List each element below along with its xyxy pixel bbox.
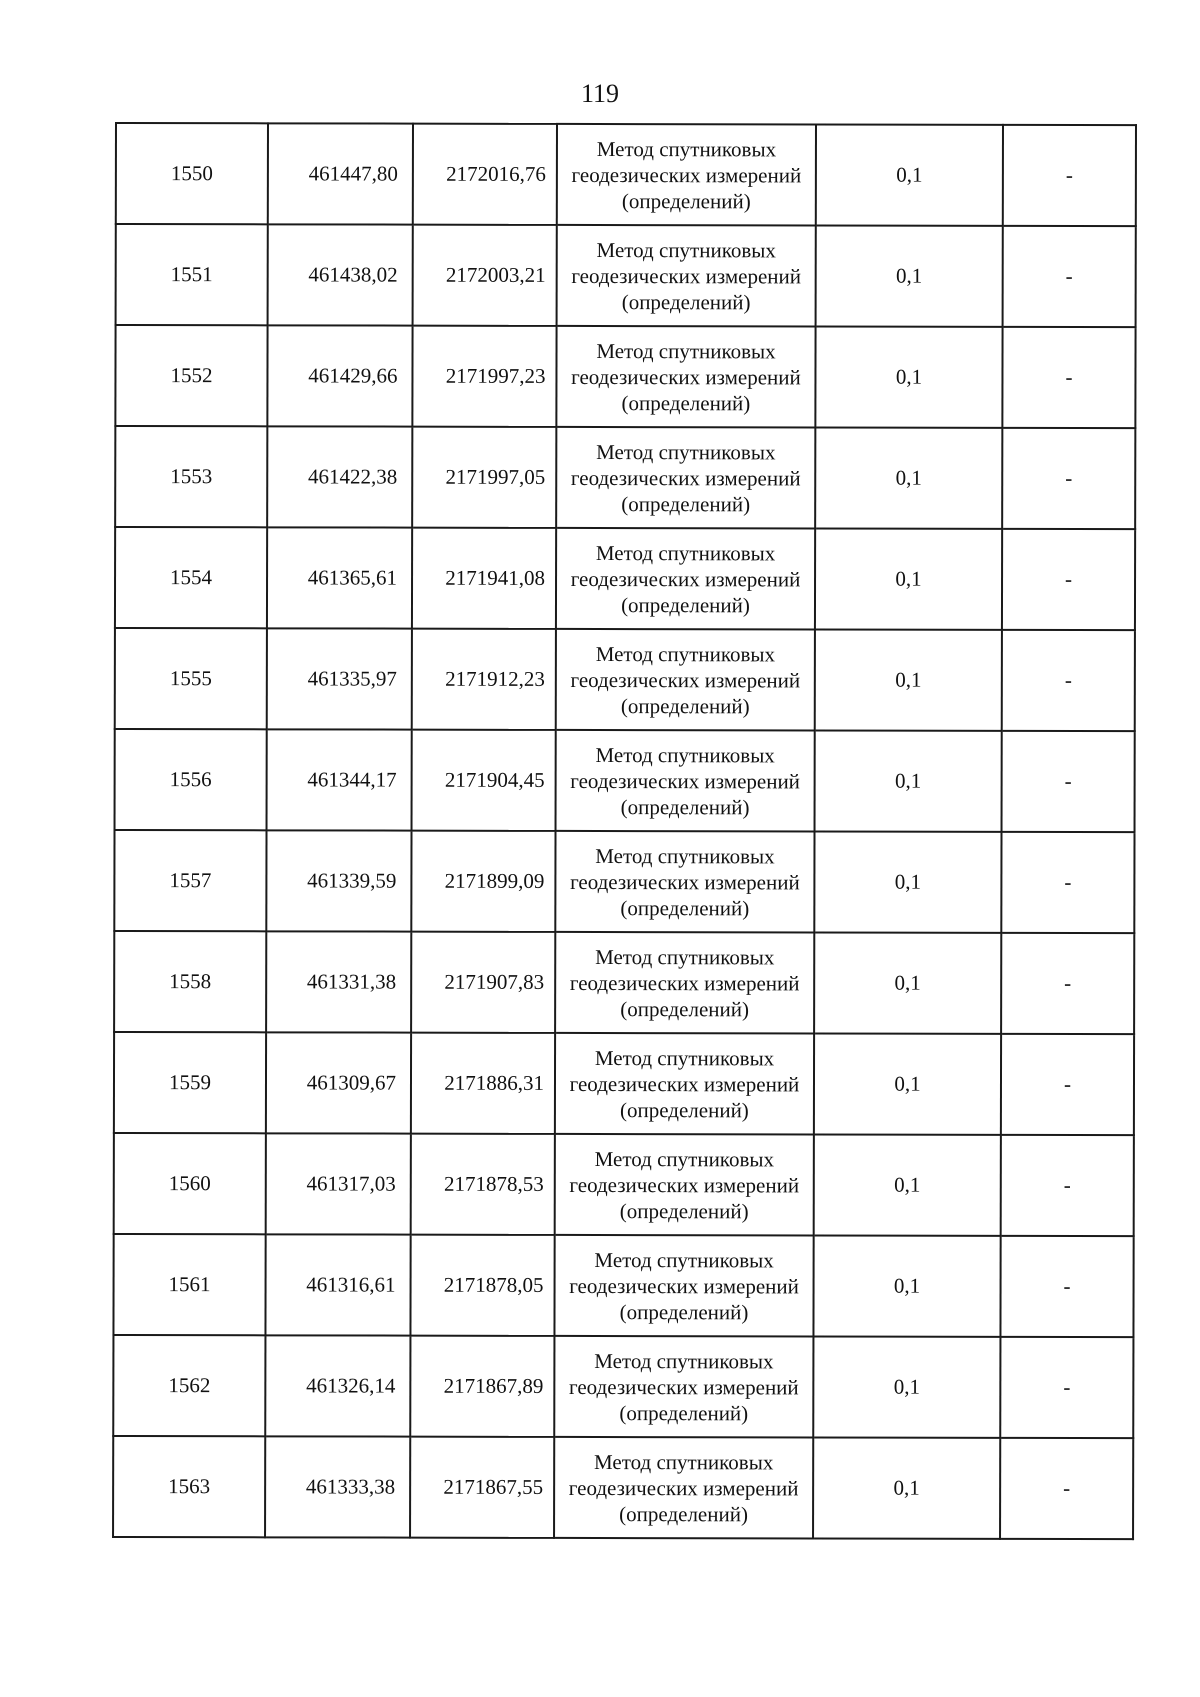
y-coordinate-cell: 2172003,21 xyxy=(413,225,557,326)
method-cell xyxy=(554,1437,813,1539)
method-line: Метод спутниковых xyxy=(595,843,775,868)
x-coordinate-cell: 461339,59 xyxy=(266,830,411,931)
method-line: Метод спутниковых xyxy=(594,1348,774,1373)
accuracy-cell: 0,1 xyxy=(816,124,1003,225)
method-cell xyxy=(556,326,815,428)
method-line: геодезических измерений xyxy=(568,1475,799,1500)
method-line: геодезических измерений xyxy=(570,869,800,894)
table-row xyxy=(113,1335,1133,1438)
y-coordinate-cell: 2171912,23 xyxy=(412,629,556,730)
method-line: (определений) xyxy=(619,1501,749,1526)
method-line: (определений) xyxy=(621,390,751,415)
accuracy-cell: 0,1 xyxy=(815,326,1002,427)
point-number-cell: 1562 xyxy=(113,1335,265,1436)
method-line: геодезических измерений xyxy=(568,1374,799,1399)
method-cell xyxy=(557,225,816,327)
point-number-cell: 1551 xyxy=(116,224,268,325)
description-cell: - xyxy=(1002,630,1135,731)
method-cell xyxy=(555,1134,814,1236)
x-coordinate-cell: 461333,38 xyxy=(265,1436,410,1537)
table-row xyxy=(115,426,1135,529)
y-coordinate-cell: 2171878,05 xyxy=(410,1235,554,1336)
method-line: Метод спутниковых xyxy=(594,1045,775,1070)
y-coordinate-cell: 2171886,31 xyxy=(411,1033,555,1134)
method-cell xyxy=(555,831,814,933)
table-row xyxy=(114,1133,1134,1236)
y-coordinate-cell: 2171899,09 xyxy=(411,831,555,932)
method-line: геодезических измерений xyxy=(571,162,802,187)
method-line: геодезических измерений xyxy=(570,768,800,793)
point-number-cell: 1557 xyxy=(114,830,266,931)
method-line: Метод спутниковых xyxy=(596,237,776,262)
point-number-cell: 1552 xyxy=(115,325,267,426)
table-row xyxy=(115,628,1135,731)
description-cell: - xyxy=(1000,1236,1133,1337)
method-line: (определений) xyxy=(619,1198,749,1223)
accuracy-cell: 0,1 xyxy=(814,1134,1001,1235)
description-cell: - xyxy=(1002,428,1135,529)
page-number: 119 xyxy=(580,79,620,108)
method-cell xyxy=(554,1235,813,1337)
x-coordinate-cell: 461429,66 xyxy=(267,325,412,426)
method-cell xyxy=(556,427,815,529)
description-cell: - xyxy=(1001,832,1134,933)
method-cell xyxy=(554,1336,813,1438)
method-line: (определений) xyxy=(620,693,750,718)
description-cell: - xyxy=(1001,933,1134,1034)
y-coordinate-cell: 2171867,55 xyxy=(410,1437,554,1538)
point-number-cell: 1560 xyxy=(114,1133,266,1234)
table-row xyxy=(114,1032,1134,1135)
method-line: Метод спутниковых xyxy=(595,540,776,565)
method-cell xyxy=(556,629,815,731)
description-cell: - xyxy=(1000,1438,1133,1539)
method-line: геодезических измерений xyxy=(570,465,801,490)
coordinates-table xyxy=(112,122,1137,1540)
accuracy-cell: 0,1 xyxy=(815,730,1002,831)
table-row xyxy=(113,1436,1133,1539)
x-coordinate-cell: 461316,61 xyxy=(265,1234,410,1335)
table-row xyxy=(114,830,1134,933)
x-coordinate-cell: 461422,38 xyxy=(267,426,412,527)
accuracy-cell: 0,1 xyxy=(814,1033,1001,1134)
accuracy-cell: 0,1 xyxy=(813,1235,1000,1336)
method-line: (определений) xyxy=(621,592,750,617)
method-cell xyxy=(555,932,814,1034)
method-line: геодезических измерений xyxy=(571,364,801,389)
point-number-cell: 1555 xyxy=(115,628,267,729)
method-line: геодезических измерений xyxy=(569,1071,800,1096)
x-coordinate-cell: 461309,67 xyxy=(266,1032,411,1133)
x-coordinate-cell: 461331,38 xyxy=(266,931,411,1032)
accuracy-cell: 0,1 xyxy=(815,528,1002,629)
y-coordinate-cell: 2171997,23 xyxy=(412,326,556,427)
method-cell xyxy=(555,1033,814,1135)
x-coordinate-cell: 461335,97 xyxy=(267,628,412,729)
table-row xyxy=(115,729,1135,832)
x-coordinate-cell: 461365,61 xyxy=(267,527,412,628)
description-cell: - xyxy=(1001,1135,1134,1236)
method-line: геодезических измерений xyxy=(570,667,801,692)
description-cell: - xyxy=(1003,226,1136,327)
x-coordinate-cell: 461344,17 xyxy=(267,729,412,830)
method-line: геодезических измерений xyxy=(569,1172,800,1197)
accuracy-cell: 0,1 xyxy=(815,427,1002,528)
method-line: (определений) xyxy=(621,188,751,213)
description-cell: - xyxy=(1002,327,1135,428)
method-line: геодезических измерений xyxy=(570,566,801,591)
method-line: Метод спутниковых xyxy=(595,641,776,666)
method-line: (определений) xyxy=(620,794,750,819)
method-line: Метод спутниковых xyxy=(596,136,777,161)
method-line: (определений) xyxy=(620,996,750,1021)
table-row xyxy=(115,527,1135,630)
y-coordinate-cell: 2171941,08 xyxy=(412,528,556,629)
x-coordinate-cell: 461326,14 xyxy=(265,1335,410,1436)
y-coordinate-cell: 2171904,45 xyxy=(412,730,556,831)
method-cell xyxy=(557,124,816,226)
x-coordinate-cell: 461317,03 xyxy=(266,1133,411,1234)
point-number-cell: 1558 xyxy=(114,931,266,1032)
point-number-cell: 1550 xyxy=(116,123,268,224)
method-line: Метод спутниковых xyxy=(593,1449,774,1474)
method-line: Метод спутниковых xyxy=(596,338,776,363)
y-coordinate-cell: 2171867,89 xyxy=(410,1336,554,1437)
x-coordinate-cell: 461438,02 xyxy=(268,224,413,325)
method-line: геодезических измерений xyxy=(569,970,800,995)
method-cell xyxy=(556,528,815,630)
accuracy-cell: 0,1 xyxy=(814,932,1001,1033)
table-row xyxy=(114,931,1134,1034)
y-coordinate-cell: 2171907,83 xyxy=(411,932,555,1033)
table-row xyxy=(115,325,1135,428)
point-number-cell: 1556 xyxy=(115,729,267,830)
method-line: Метод спутниковых xyxy=(596,439,776,464)
method-line: Метод спутниковых xyxy=(595,742,775,767)
description-cell: - xyxy=(1001,1034,1134,1135)
y-coordinate-cell: 2171997,05 xyxy=(412,427,556,528)
method-line: (определений) xyxy=(619,1299,749,1324)
point-number-cell: 1554 xyxy=(115,527,267,628)
point-number-cell: 1559 xyxy=(114,1032,266,1133)
table-body xyxy=(113,123,1136,1539)
table-row xyxy=(116,224,1136,327)
accuracy-cell: 0,1 xyxy=(814,831,1001,932)
y-coordinate-cell: 2171878,53 xyxy=(411,1134,555,1235)
method-line: Метод спутниковых xyxy=(594,1146,775,1171)
accuracy-cell: 0,1 xyxy=(816,225,1003,326)
method-line: геодезических измерений xyxy=(571,263,802,288)
method-line: (определений) xyxy=(620,895,750,920)
description-cell: - xyxy=(1003,125,1136,226)
point-number-cell: 1553 xyxy=(115,426,267,527)
point-number-cell: 1563 xyxy=(113,1436,265,1537)
method-line: Метод спутниковых xyxy=(595,944,775,969)
description-cell: - xyxy=(1000,1337,1133,1438)
point-number-cell: 1561 xyxy=(113,1234,265,1335)
method-line: Метод спутниковых xyxy=(594,1247,774,1272)
x-coordinate-cell: 461447,80 xyxy=(268,123,413,224)
method-line: (определений) xyxy=(620,1097,749,1122)
y-coordinate-cell: 2172016,76 xyxy=(413,124,557,225)
description-cell: - xyxy=(1002,731,1135,832)
method-line: (определений) xyxy=(621,289,751,314)
accuracy-cell: 0,1 xyxy=(813,1437,1000,1538)
method-line: (определений) xyxy=(619,1400,749,1425)
table-row xyxy=(116,123,1136,226)
method-cell xyxy=(556,730,815,832)
table-row xyxy=(113,1234,1133,1337)
accuracy-cell: 0,1 xyxy=(813,1336,1000,1437)
description-cell: - xyxy=(1002,529,1135,630)
method-line: геодезических измерений xyxy=(569,1273,799,1298)
method-line: (определений) xyxy=(621,491,751,516)
accuracy-cell: 0,1 xyxy=(815,629,1002,730)
